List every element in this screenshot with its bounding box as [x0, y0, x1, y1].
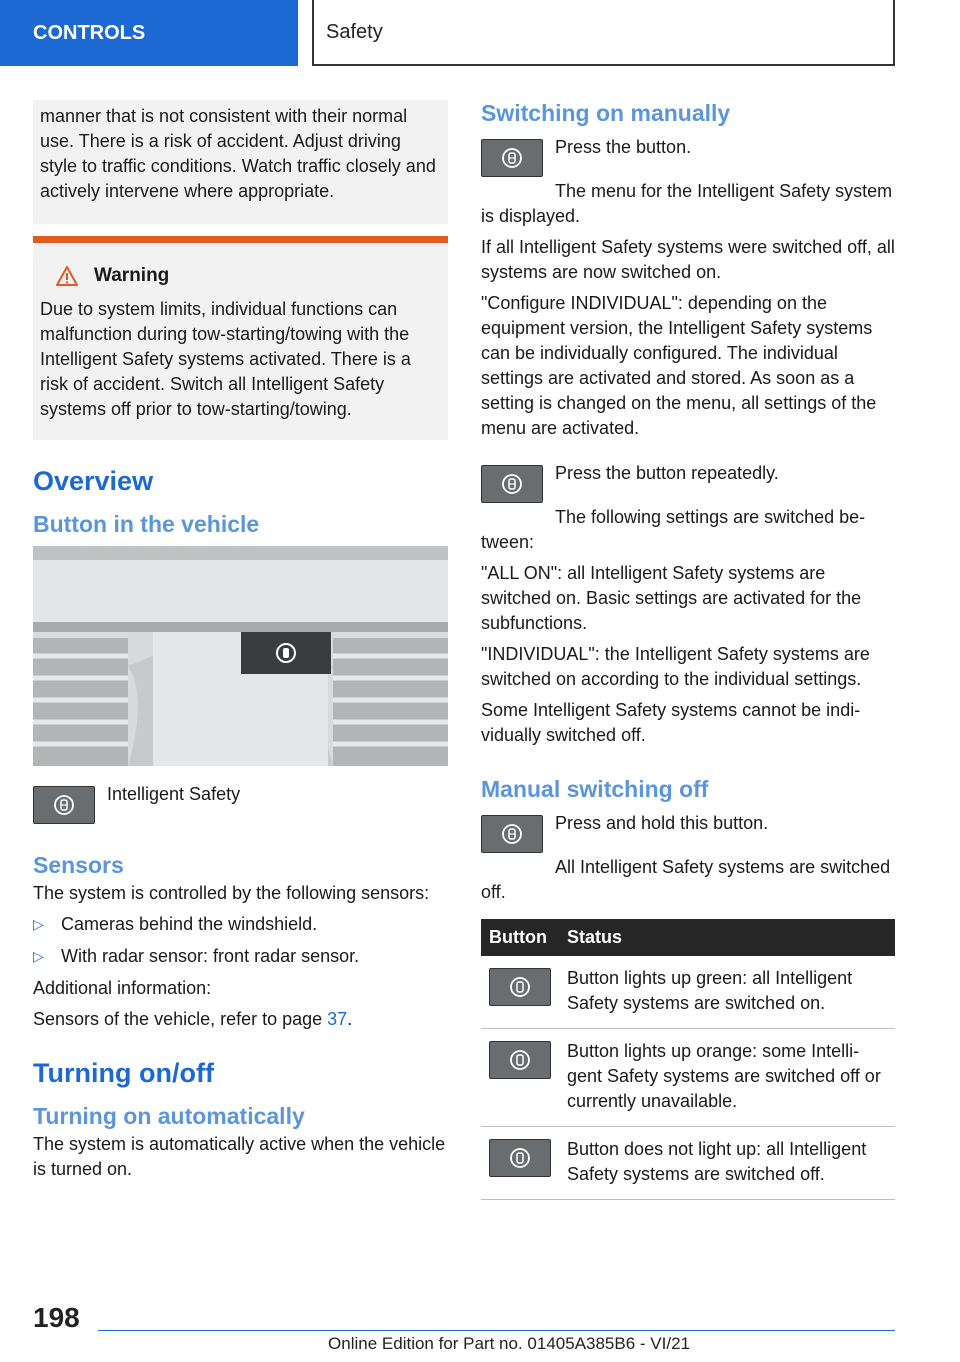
section-label: CONTROLS — [33, 21, 146, 44]
section-tab — [0, 0, 298, 66]
car-shield-icon — [509, 976, 531, 998]
individual-text: "INDIVIDUAL": the Intelligent Safety systems are switched on according to the individual settings. — [481, 644, 870, 689]
page-title: Safety — [326, 20, 383, 43]
sensors-intro: The system is controlled by the following sensors: — [33, 883, 430, 903]
turning-heading: Turning on/off — [33, 1058, 214, 1088]
car-shield-icon — [509, 1049, 531, 1071]
status-cell: Button does not light up: all Intelligent Safety systems are switched off. — [559, 1127, 895, 1200]
configure-text: "Configure INDIVIDUAL": depending on the equipment version, the Intelligent Safety systems can be individually configured. The individual settings are activated and stored. As soon as a setting is changed on the menu, all settings of the menu are activated. — [481, 293, 877, 438]
overview-heading: Overview — [33, 466, 154, 496]
bullet-triangle-icon: ▷ — [33, 916, 44, 932]
warning-triangle-icon — [56, 266, 78, 286]
warning-text: Due to system limits, individual functions can malfunction during tow-starting/towing with the Intelligent Safety systems activated. There is a risk of accident. Switch all Intelligent Safety systems off prior to tow-starting/towing. — [40, 299, 411, 419]
all-off-on: If all Intelligent Safety systems were switched off, all systems are now switched on. — [481, 237, 895, 282]
sensors-heading: Sensors — [33, 852, 124, 878]
additional-info: Additional information: — [33, 978, 212, 998]
press-repeatedly: Press the button repeatedly. — [555, 463, 779, 483]
warning-box — [33, 236, 448, 440]
table-row — [481, 1029, 895, 1127]
page-reference-link[interactable]: 37 — [327, 1009, 348, 1029]
button-caption: Intelligent Safety — [107, 784, 241, 804]
table-row — [481, 956, 895, 1029]
press-hold-row — [481, 811, 895, 853]
left-column — [33, 100, 448, 1188]
car-shield-icon — [509, 1147, 531, 1169]
press-button-row — [481, 135, 895, 177]
page-header — [312, 0, 895, 66]
car-shield-icon — [501, 473, 523, 495]
column-header-button: Button — [481, 919, 559, 956]
edition-text: Online Edition for Part no. 01405A385B6 - VI/21 — [328, 1334, 690, 1353]
column-header-status: Status — [559, 919, 895, 956]
button-heading: Button in the vehicle — [33, 511, 260, 537]
status-cell: Button lights up orange: some Intelligent Safety systems are switched off or currently unavailable. — [559, 1029, 895, 1127]
intelligent-safety-button-icon — [481, 139, 543, 177]
auto-text: The system is automatically active when the vehicle is turned on. — [33, 1134, 446, 1179]
intelligent-safety-button-icon — [33, 786, 95, 824]
sensors-list — [33, 912, 448, 969]
manual-off-heading: Manual switching off — [481, 776, 709, 802]
status-cell: Button lights up green: all Intelligent Safety systems are switched on. — [559, 956, 895, 1029]
settings-switched: The following settings are switched between: — [481, 507, 866, 552]
table-row — [481, 1127, 895, 1200]
button-orange-icon — [489, 1041, 551, 1079]
car-shield-icon — [53, 794, 75, 816]
note-text: manner that is not consistent with their normal use. There is a risk of accident. Adjust driving style to traffic conditions. Watch traffic closely and actively intervene where appropriate. — [40, 106, 436, 201]
press-button-text: Press the button. — [555, 137, 692, 157]
auto-heading: Turning on automatically — [33, 1103, 305, 1129]
list-item: ▷ Cameras behind the windshield. — [33, 912, 448, 937]
dashboard-button-photo — [33, 546, 448, 766]
intelligent-safety-button-icon — [481, 815, 543, 853]
warning-label: Warning — [94, 265, 170, 286]
menu-displayed: The menu for the Intelligent Safety system is displayed. — [481, 181, 893, 226]
footer-divider — [98, 1330, 895, 1331]
manual-on-heading: Switching on manually — [481, 100, 731, 126]
warning-header — [40, 265, 441, 287]
status-table — [481, 919, 895, 1200]
press-repeatedly-row — [481, 461, 895, 503]
all-switched-off: All Intelligent Safety systems are switched off. — [481, 857, 891, 902]
note-box — [33, 100, 448, 224]
car-shield-icon — [501, 147, 523, 169]
all-on-text: "ALL ON": all Intelligent Safety systems are switched on. Basic settings are activated for the subfunctions. — [481, 563, 862, 633]
button-caption-row — [33, 782, 448, 824]
list-item: ▷ With radar sensor: front radar sensor. — [33, 944, 448, 969]
button-off-icon — [489, 1139, 551, 1177]
button-green-icon — [489, 968, 551, 1006]
press-hold: Press and hold this button. — [555, 813, 769, 833]
intelligent-safety-button-icon — [481, 465, 543, 503]
car-shield-icon — [501, 823, 523, 845]
right-column — [481, 100, 895, 1200]
sensors-reference: Sensors of the vehicle, refer to page 37. — [33, 1009, 353, 1029]
page-number: 198 — [33, 1302, 80, 1333]
bullet-triangle-icon: ▷ — [33, 948, 44, 964]
cannot-off: Some Intelligent Safety systems cannot be individually switched off. — [481, 700, 861, 745]
table-header-row — [481, 919, 895, 956]
